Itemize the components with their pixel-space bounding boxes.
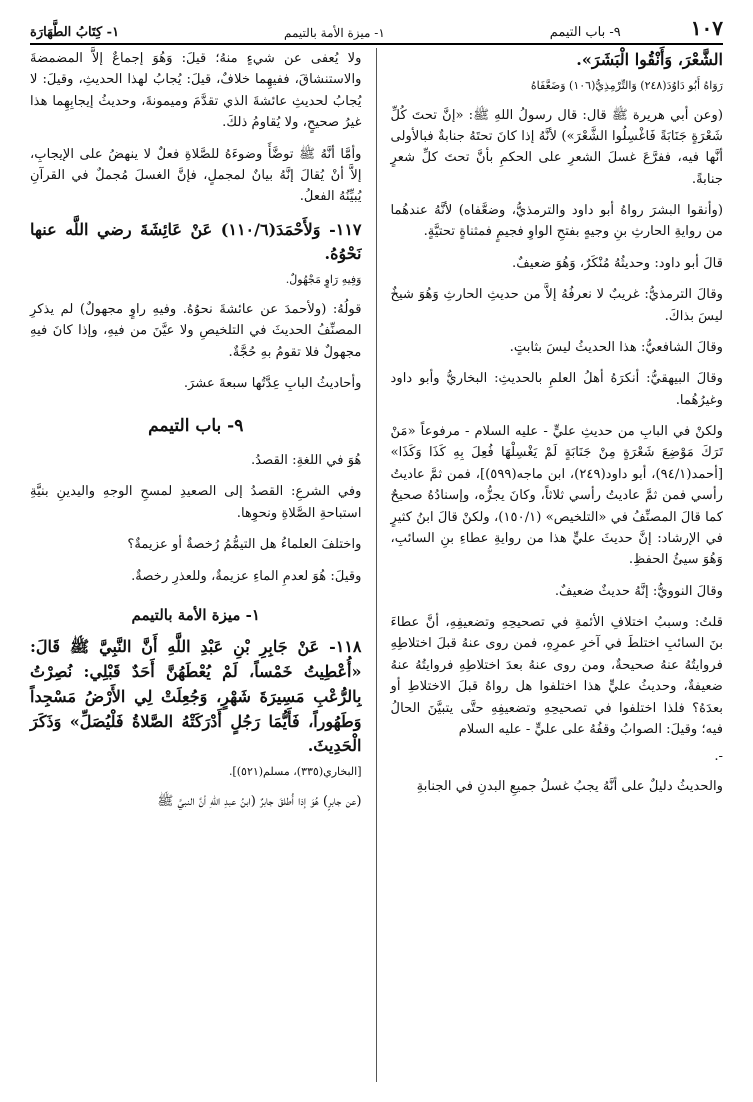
commentary-paragraph: وأحاديثُ البابِ عِدَّتُها سبعةَ عشرَ. (183, 376, 362, 392)
chapter-title: ٩- باب التيمم (148, 415, 244, 436)
commentary-paragraph: وقالَ الشافعيُّ: هذا الحديثُ ليسَ بثابتٍ. (509, 339, 723, 355)
commentary-paragraph: وفي الشرعِ: القصدُ إلى الصعيدِ لمسحِ الوجهِ واليدينِ بنيَّةِ استباحةِ الصَّلاةِ ونحوِها. (30, 484, 362, 521)
commentary-paragraph: وقالَ النوويُّ: إنَّهُ حديثٌ ضعيفٌ. (554, 583, 723, 599)
commentary-paragraph: ولا يُعفى عن شيءٍ منهُ؛ قيلَ: وَهُوَ إجماعٌ إلاَّ المضمضةَ والاستنشاقَ، ففيهِما خلافٌ، قيلَ: يُجابُ لهذا الحديثِ، وقيلَ: لا يُجابُ لحديثِ عائشةَ الذي تقدَّمَ وميمونةَ، وحديثُ إيجابِهِما هذا غيرُ صحيحٍ، ولا يُقاومُ ذلكَ. (30, 51, 362, 131)
header-chapter: ١- كِتَابُ الطَّهَارَة (30, 25, 120, 40)
commentary-paragraph: هُوَ في اللغةِ: القصدُ. (251, 453, 362, 469)
commentary-paragraph: والحديثُ دليلٌ على أنَّهُ يجبُ غسلُ جميعِ البدنِ في الجنابةِ (416, 778, 723, 794)
section-title: ١- ميزة الأمة بالتيمم (131, 605, 260, 624)
running-header (30, 14, 723, 45)
right-column (377, 48, 724, 1082)
page-number: ١٠٧ (690, 16, 723, 40)
commentary-paragraph: واختلفَ العلماءُ هل التيمُّمُ رُخصةٌ أو عزيمةٌ؟ (127, 537, 362, 553)
commentary-paragraph: وقيلَ: هُوَ لعدمِ الماءِ عزيمةٌ، وللعذرِ رخصةٌ. (131, 568, 362, 584)
commentary-dash: -. (714, 749, 723, 765)
text-columns (30, 48, 723, 1082)
header-section-center: ١- ميزة الأمة بالتيمم (284, 26, 385, 40)
commentary-paragraph: ولكنْ في البابِ من حديثِ عليٍّ - عليه السلام - مرفوعاً «مَنْ تَرَكَ مَوْضِعَ شَعْرَةٍ مِنْ جَنَابَةٍ لَمْ يَغْسِلْهَا فُعِلَ بِهِ كَذَا وَكَذَا» [أحمد(٩٤/١)، أبو داود(٢٤٩)، ابن ماجه(٥٩٩)]، فمن ثمَّ عاديتُ رأسي فمن ثمَّ عاديتُ رأسي ثلاثاً، وكانَ يجزُّه، وإسنادُهُ صحيحٌ كما قالَ المصنِّفُ في «التلخيص» (١٥٠/١)، ولكنْ قالَ ابنُ كثيرٍ في الإرشاد: إنَّ حديثَ عليٍّ هذا من روايةِ عطاءِ بنِ السائبِ، وَهُوَ سيئُ الحفظِ. (390, 424, 724, 568)
hadith-117: ١١٧- وَلأَحْمَدَ(١١٠/٦) عَنْ عَائِشَةَ رضي اللَّه عنها نَحْوُهُ. (30, 219, 362, 264)
commentary-paragraph: (وأنقوا البشرَ رواهُ أبو داود والترمذيُّ، وضعَّفاه) لأنَّهُ عندهُما من روايةِ الحارثِ بنِ وجيهٍ بفتحِ الواوِ فجيمٍ فمثناةٍ تحتيَّةٍ. (390, 203, 723, 240)
header-right (550, 16, 723, 40)
commentary-paragraph: قلتُ: وسببُ اختلافِ الأئمةِ في تصحيحِهِ وتضعيفِهِ، أنَّ عطاءَ بنَ السائبِ اختلطَ في آخرِ عمرِهِ، فمن روى عنهُ قبلَ اختلاطِهِ فروايتُهُ عنهُ صحيحةٌ، ومن روى عنهُ بعدَ اختلاطِهِ فروايتُهُ عنهُ ضعيفةٌ، وحديثُ عليٍّ هذا اختلفوا هل رواهُ قبلَ الاختلاطِ أو بعدَهُ؟ فلذا اختلفوا في تصحيحِهِ وتضعيفِهِ حتَّى يتبيَّنَ الحالُ فيه؛ وقيلَ: الصوابُ وقفُهُ على عليٍّ - عليه السلام (390, 615, 723, 737)
commentary-paragraph: وأمَّا أنَّهُ ﷺ توضَّأَ وضوءَهُ للصَّلاةِ فعلٌ لا ينهضُ على الإيجابِ، إلاَّ أنْ يُقالَ إنَّهُ بيانٌ لمجملٍ، فإنَّ الغسلَ مُجملٌ في القرآنِ يُبيِّنُهُ الفعلُ. (30, 146, 362, 205)
commentary-paragraph: (عن جابرٍ) هُوَ إذا أُطلقَ جابرٌ (ابنُ عبدِ اللهِ أنَّ النبيَّ ﷺ (157, 794, 362, 810)
left-column (30, 48, 377, 1082)
hadith-118: ١١٨- عَنْ جَابِرِ بْنِ عَبْدِ اللَّهِ أَنَّ النَّبِيَّ ﷺ قَالَ: «أُعْطِيتُ خَمْساً، لَمْ يُعْطَهُنَّ أَحَدٌ قَبْلِي: نُصِرْتُ بِالرُّعْبِ مَسِيرَةَ شَهْرٍ، وَجُعِلَتْ لِي الأَرْضُ مَسْجِداً وَطَهُوراً، فَأَيُّمَا رَجُلٍ أَدْرَكَتْهُ الصَّلاةُ فَلْيُصَلِّ» وَذَكَرَ الْحَدِيثَ. (30, 637, 362, 756)
commentary-paragraph: قالَ أبو داود: وحديثُهُ مُنْكَرٌ، وَهُوَ ضعيفٌ. (512, 255, 723, 271)
hadith-117-source: وَفِيهِ رَاوٍ مَجْهُولٌ. (285, 273, 362, 287)
commentary-paragraph: وقالَ البيهقيُّ: أنكرَهُ أهلُ العلمِ بالحديثِ: البخاريُّ وأبو داود وغيرُهُما. (390, 371, 723, 408)
commentary-paragraph: (وعن أبي هريرة ﷺ قال: قال رسولُ اللهِ ﷺ: «إنَّ تحتَ كُلِّ شَعْرَةٍ جَنَابَةً فَاغْسِلُوا الشَّعْرَ») لأنَّهُ إذا كانَ تحتَهُ جنابةٌ فبالأولى أنَّها فيه، ففرَّعَ غسلَ الشعرِ على الحكمِ بأنَّ تحتَ كلِّ شعرٍ جنابةً. (390, 107, 723, 187)
hadith-continuation: الشَّعْرَ، وَأَنْقُوا الْبَشَرَ». (576, 50, 723, 69)
hadith-source: رَوَاهُ أَبُو دَاوُدَ(٢٤٨) وَالتِّرْمِذِيُّ(١٠٦) وَضَعَّفَاهُ (530, 78, 723, 92)
hadith-118-source: [البخاري(٣٣٥)، مسلم(٥٢١)]. (228, 765, 362, 779)
header-section-right: ٩- باب التيمم (549, 25, 621, 40)
commentary-paragraph: وقالَ الترمذيُّ: غريبٌ لا نعرفُهُ إلاَّ من حديثِ الحارثِ وَهُوَ شيخٌ ليسَ بذاكَ. (390, 287, 723, 324)
commentary-paragraph: قولُهُ: (ولأحمدَ عن عائشةَ نحوُهُ. وفيهِ راوٍ مجهولٌ) لم يذكرِ المصنِّفُ الحديثَ في التلخيصِ ولا عيَّنَ من فيهِ، وإذا كانَ فيهِ مجهولٌ فلا تقومُ بهِ حُجَّةٌ. (30, 302, 362, 360)
